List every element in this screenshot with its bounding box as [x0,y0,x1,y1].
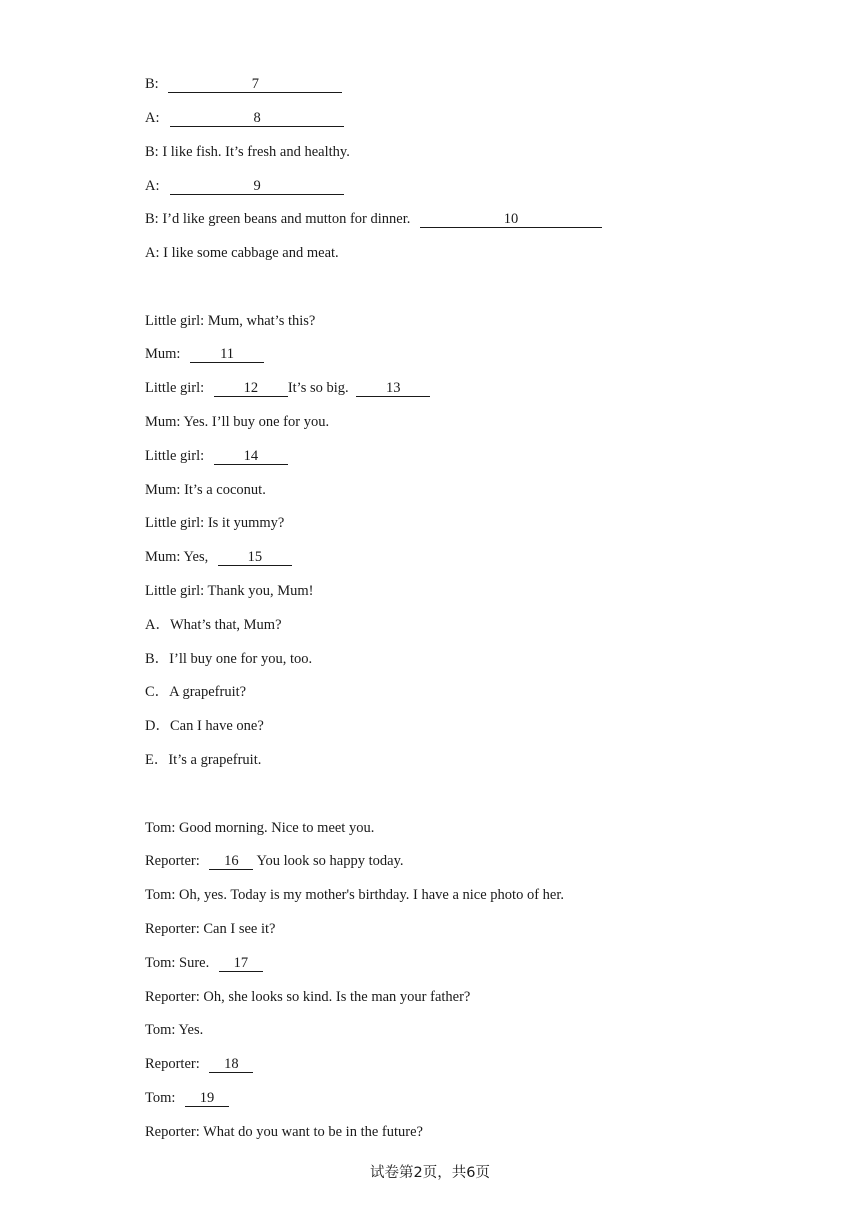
speaker-label: Reporter: [145,1056,200,1072]
speaker-label: Mum: Yes, [145,549,209,565]
answer-blank-18: 18 [209,1057,253,1073]
dialogue-line [145,75,342,93]
option-item: D．Can I have one? [145,718,264,734]
dialogue-line [145,954,263,972]
dialogue-line [145,210,602,228]
answer-blank-7: 7 [168,77,342,93]
speaker-label: A: [145,110,160,126]
answer-blank-11: 11 [190,347,264,363]
dialogue-line: B: I like fish. It’s fresh and healthy. [145,144,350,160]
dialogue-line: A: I like some cabbage and meat. [145,245,339,261]
speaker-label: Little girl: [145,380,205,396]
answer-blank-9: 9 [170,179,344,195]
dialogue-line: Mum: It’s a coconut. [145,482,266,498]
speaker-label: A: [145,178,160,194]
answer-blank-13: 13 [356,381,430,397]
answer-blank-12: 12 [214,381,288,397]
answer-blank-15: 15 [218,550,292,566]
speaker-label: Reporter: [145,853,200,869]
option-item: C．A grapefruit? [145,684,247,700]
dialogue-line [145,177,344,195]
dialogue-line [145,852,404,870]
dialogue-line [145,548,292,566]
speaker-label: Tom: Sure. [145,955,210,971]
answer-blank-17: 17 [219,956,263,972]
speaker-label: Little girl: [145,448,205,464]
dialogue-line [145,109,344,127]
dialogue-line [145,1089,229,1107]
dialogue-line: Reporter: Can I see it? [145,921,276,937]
dialogue-line [145,1055,253,1073]
dialogue-line: Tom: Yes. [145,1022,204,1038]
answer-blank-10: 10 [420,212,602,228]
dialogue-line: Reporter: What do you want to be in the future? [145,1124,423,1140]
dialogue-line: Tom: Good morning. Nice to meet you. [145,820,375,836]
answer-blank-8: 8 [170,111,344,127]
speaker-label: B: [145,76,159,92]
dialogue-line: Reporter: Oh, she looks so kind. Is the man your father? [145,989,471,1005]
dialogue-line: Little girl: Mum, what’s this? [145,313,316,329]
answer-blank-14: 14 [214,449,288,465]
dialogue-text: B: I’d like green beans and mutton for dinner. [145,211,411,227]
dialogue-line [145,345,264,363]
dialogue-line [145,447,288,465]
dialogue-line [145,379,430,397]
dialogue-line: Tom: Oh, yes. Today is my mother's birthday. I have a nice photo of her. [145,887,564,903]
dialogue-text: It’s so big. [287,380,349,396]
dialogue-line: Little girl: Thank you, Mum! [145,583,314,599]
page-footer: 试卷第2页，共6页 [370,1165,490,1181]
speaker-label: Mum: [145,346,181,362]
speaker-label: Tom: [145,1090,176,1106]
dialogue-text: You look so happy today. [256,853,404,869]
answer-blank-19: 19 [185,1091,229,1107]
dialogue-line: Mum: Yes. I’ll buy one for you. [145,414,330,430]
answer-blank-16: 16 [209,854,253,870]
option-item: A．What’s that, Mum? [145,617,282,633]
dialogue-line: Little girl: Is it yummy? [145,515,285,531]
option-item: B．I’ll buy one for you, too. [145,651,313,667]
option-item: E．It’s a grapefruit. [145,752,262,768]
